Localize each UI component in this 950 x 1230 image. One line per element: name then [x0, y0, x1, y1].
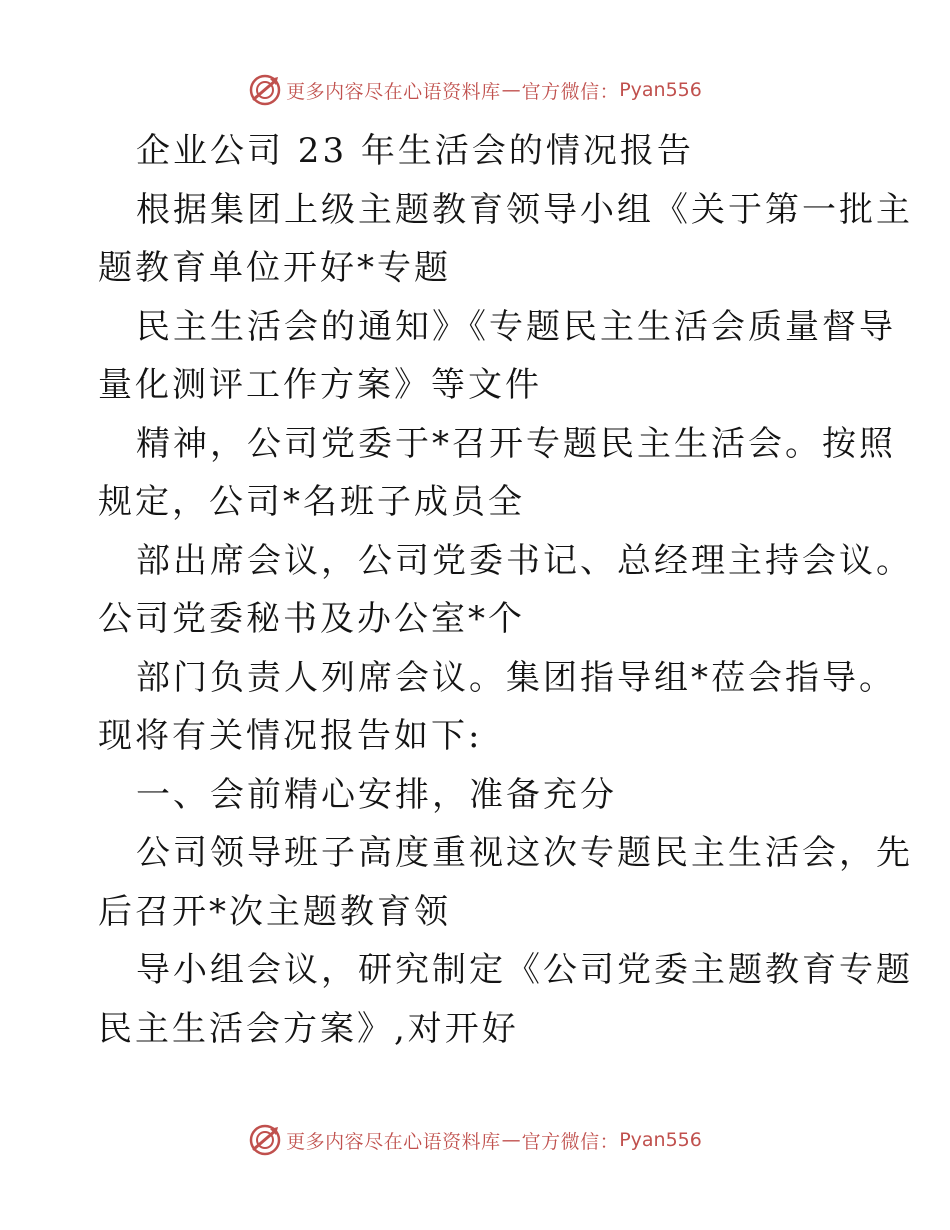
- paragraph-line: 精神，公司党委于*召开专题民主生活会。按照: [136, 423, 896, 464]
- watermark-text: 更多内容尽在心语资料库: [286, 80, 501, 103]
- watermark-wechat-id: Pyan556: [619, 79, 702, 101]
- section-heading: 一、会前精心安排，准备充分: [136, 774, 617, 815]
- footer-watermark: [0, 1120, 950, 1160]
- paragraph-line: 部门负责人列席会议。集团指导组*莅会指导。: [136, 657, 896, 698]
- paragraph-line: 现将有关情况报告如下:: [98, 716, 483, 756]
- watermark-dash: —: [501, 1129, 521, 1151]
- watermark-text: 更多内容尽在心语资料库: [286, 1130, 501, 1153]
- document-title: 企业公司 23 年生活会的情况报告: [136, 131, 694, 171]
- paragraph-line: 量化测评工作方案》等文件: [98, 365, 542, 405]
- watermark-dash: —: [501, 79, 521, 101]
- paragraph-line: 后召开*次主题教育领: [98, 891, 451, 932]
- seal-logo-icon: [248, 73, 282, 107]
- watermark-wechat-label: 官方微信：: [521, 80, 620, 103]
- watermark-wechat-id: Pyan556: [619, 1129, 702, 1151]
- paragraph-line: 公司领导班子高度重视这次专题民主生活会，先: [136, 833, 913, 873]
- header-watermark: [0, 70, 950, 110]
- paragraph-line: 根据集团上级主题教育领导小组《关于第一批主: [136, 189, 913, 230]
- paragraph-line: 民主生活会方案》,对开好: [98, 1008, 519, 1049]
- paragraph-line: 规定，公司*名班子成员全: [98, 482, 525, 522]
- paragraph-line: 部出席会议，公司党委书记、总经理主持会议。: [136, 540, 913, 581]
- paragraph-line: 民主生活会的通知》《专题民主生活会质量督导: [136, 306, 896, 347]
- seal-logo-icon: [248, 1123, 282, 1157]
- paragraph-line: 公司党委秘书及办公室*个: [98, 599, 525, 639]
- paragraph-line: 导小组会议，研究制定《公司党委主题教育专题: [136, 950, 913, 990]
- watermark-wechat-label: 官方微信：: [521, 1130, 620, 1153]
- paragraph-line: 题教育单位开好*专题: [98, 248, 451, 288]
- document-body: [98, 122, 913, 1058]
